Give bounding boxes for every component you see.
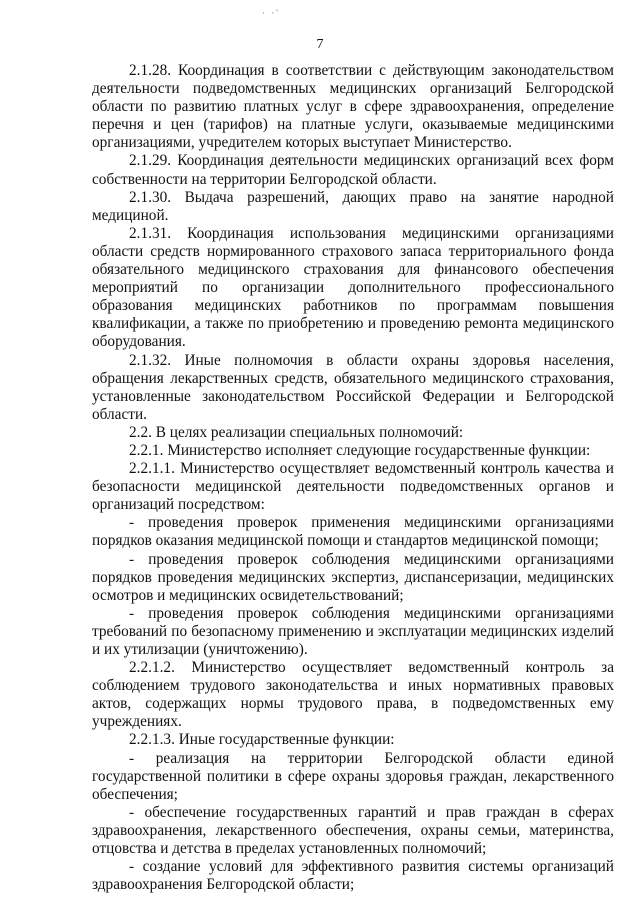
list-item-inspection-devices: - проведения проверок соблюдения медицинскими организациями требований по безопасному применению и эксплуатации медицинских изделий и их утилизации (уничтожению). [92,604,614,658]
list-item-inspection-examinations: - проведения проверок соблюдения медицинскими организациями порядков проведения медицинских экспертиз, диспансеризации, медицинских осмотров и медицинских освидетельствований; [92,550,614,604]
page-number: 7 [316,37,324,52]
paragraph-2-1-31: 2.1.31. Координация использования медицинскими организациями области средств нормированного страхового запаса территориального фонда обязательного медицинского страхования для финансового обеспечения мероприятий по организации дополнительного профессионального образования медицинских работников по программам повышения квалификации, а также по приобретению и проведению ремонта медицинского оборудования. [92,224,614,351]
list-item-state-policy: - реализация на территории Белгородской области единой государственной политики в сфере охраны здоровья граждан, лекарственного обеспечения; [92,749,614,803]
paragraph-2-2-1-3: 2.2.1.3. Иные государственные функции: [129,731,395,749]
paragraph-2-2: 2.2. В целях реализации специальных полномочий: [129,423,464,441]
document-body [92,62,614,894]
paragraph-2-1-30: 2.1.30. Выдача разрешений, дающих право на занятие народной медициной. [92,188,614,224]
paragraph-2-1-29: 2.1.29. Координация деятельности медицинских организаций всех форм собственности на территории Белгородской области. [92,152,614,188]
paragraph-2-1-32: 2.1.32. Иные полномочия в области охраны здоровья населения, обращения лекарственных средств, обязательного медицинского страхования, установленные законодательством Российской Федерации и Белгородской области. [92,351,614,423]
list-item-inspection-procedures: - проведения проверок применения медицинскими организациями порядков оказания медицинской помощи и стандартов медицинской помощи; [92,514,614,550]
paragraph-2-2-1-1: 2.2.1.1. Министерство осуществляет ведомственный контроль качества и безопасности медицинской деятельности подведомственных органов и организаций посредством: [92,460,614,514]
list-item-state-guarantees: - обеспечение государственных гарантий и прав граждан в сферах здравоохранения, лекарственного обеспечения, охраны семьи, материнства, отцовства и детства в пределах установленных полномочий; [92,803,614,858]
list-item-system-development: - создание условий для эффективного развития системы организаций здравоохранения Белгородской области; [92,858,614,894]
paragraph-2-2-1-2: 2.2.1.2. Министерство осуществляет ведомственный контроль за соблюдением трудового законодательства и иных нормативных правовых актов, содержащих нормы трудового права, в подведомственных ему учреждениях. [92,659,614,731]
scan-mark: · ·' [262,8,280,18]
paragraph-2-2-1: 2.2.1. Министерство исполняет следующие государственные функции: [129,441,591,459]
paragraph-2-1-28: 2.1.28. Координация в соответствии с действующим законодательством деятельности подведомственных медицинских организаций Белгородской области по развитию платных услуг в сфере здравоохранения, определение перечня и цен (тарифов) на платные услуги, оказываемые медицинскими организациями, учредителем которых выступает Министерство. [92,62,614,152]
